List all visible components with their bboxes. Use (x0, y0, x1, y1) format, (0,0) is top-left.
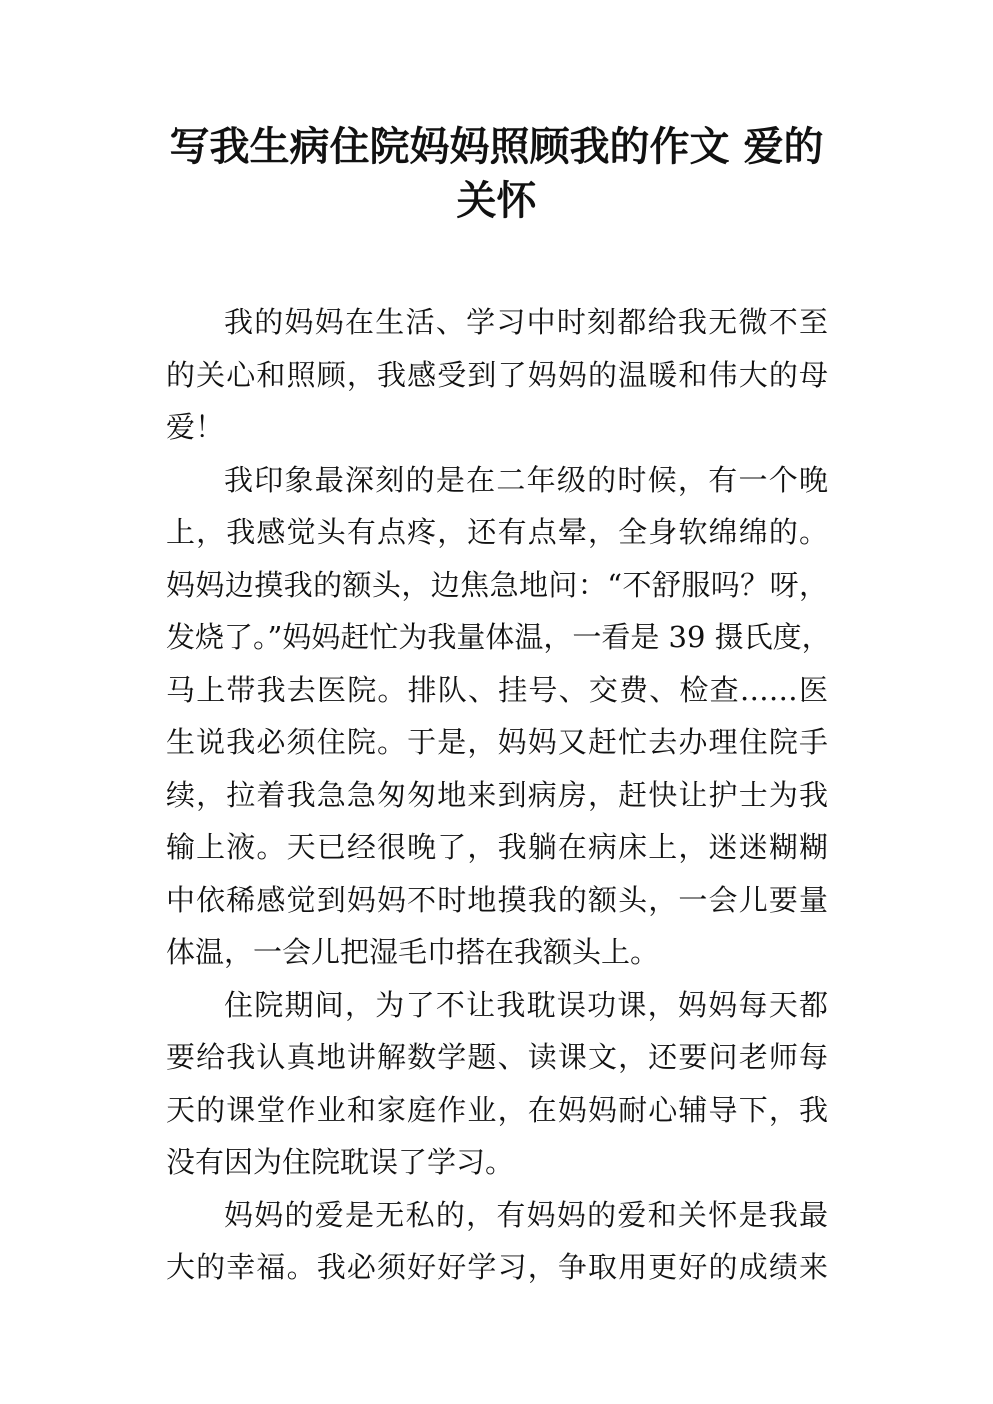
text-line: 妈妈的爱是无私的，有妈妈的爱和关怀是我最 (224, 1197, 828, 1232)
text-line: 妈妈边摸我的额头，边焦急地问：“不舒服吗？呀， (166, 567, 828, 602)
paragraph-3 (166, 979, 828, 1189)
text-line: 续，拉着我急急匆匆地来到病房，赶快让护士为我 (166, 777, 828, 812)
paragraph-4 (166, 1189, 828, 1294)
document-body (166, 296, 831, 1294)
text-line: 没有因为住院耽误了学习。 (166, 1145, 515, 1179)
page-title (150, 120, 843, 228)
text-line: 的关心和照顾，我感受到了妈妈的温暖和伟大的母 (166, 357, 828, 392)
text-line: 我印象最深刻的是在二年级的时候，有一个晚 (224, 462, 828, 497)
text-line: 输上液。天已经很晚了，我躺在病床上，迷迷糊糊 (166, 830, 828, 864)
title-line: 写我生病住院妈妈照顾我的作文 爱的 (169, 124, 824, 170)
text-line: 住院期间，为了不让我耽误功课，妈妈每天都 (224, 987, 828, 1022)
text-line: 爱！ (166, 410, 225, 444)
text-line: 体温，一会儿把湿毛巾搭在我额头上。 (166, 935, 660, 969)
text-line: 中依稀感觉到妈妈不时地摸我的额头，一会儿要量 (166, 882, 828, 917)
paragraph-2 (166, 454, 831, 979)
text-line: 生说我必须住院。于是，妈妈又赶忙去办理住院手 (166, 725, 828, 759)
text-line: 上，我感觉头有点疼，还有点晕，全身软绵绵的。 (166, 515, 828, 549)
title-line: 关怀 (456, 178, 537, 224)
text-line: 我的妈妈在生活、学习中时刻都给我无微不至 (224, 305, 828, 339)
text-line: 马上带我去医院。排队、挂号、交费、检查……医 (166, 672, 828, 707)
text-line: 要给我认真地讲解数学题、读课文，还要问老师每 (166, 1040, 828, 1074)
text-line: 大的幸福。我必须好好学习，争取用更好的成绩来 (166, 1250, 828, 1284)
paragraph-1 (166, 296, 828, 454)
text-line: 发烧了。”妈妈赶忙为我量体温，一看是 39 摄氏度， (166, 620, 831, 654)
text-line: 天的课堂作业和家庭作业，在妈妈耐心辅导下，我 (166, 1092, 828, 1127)
